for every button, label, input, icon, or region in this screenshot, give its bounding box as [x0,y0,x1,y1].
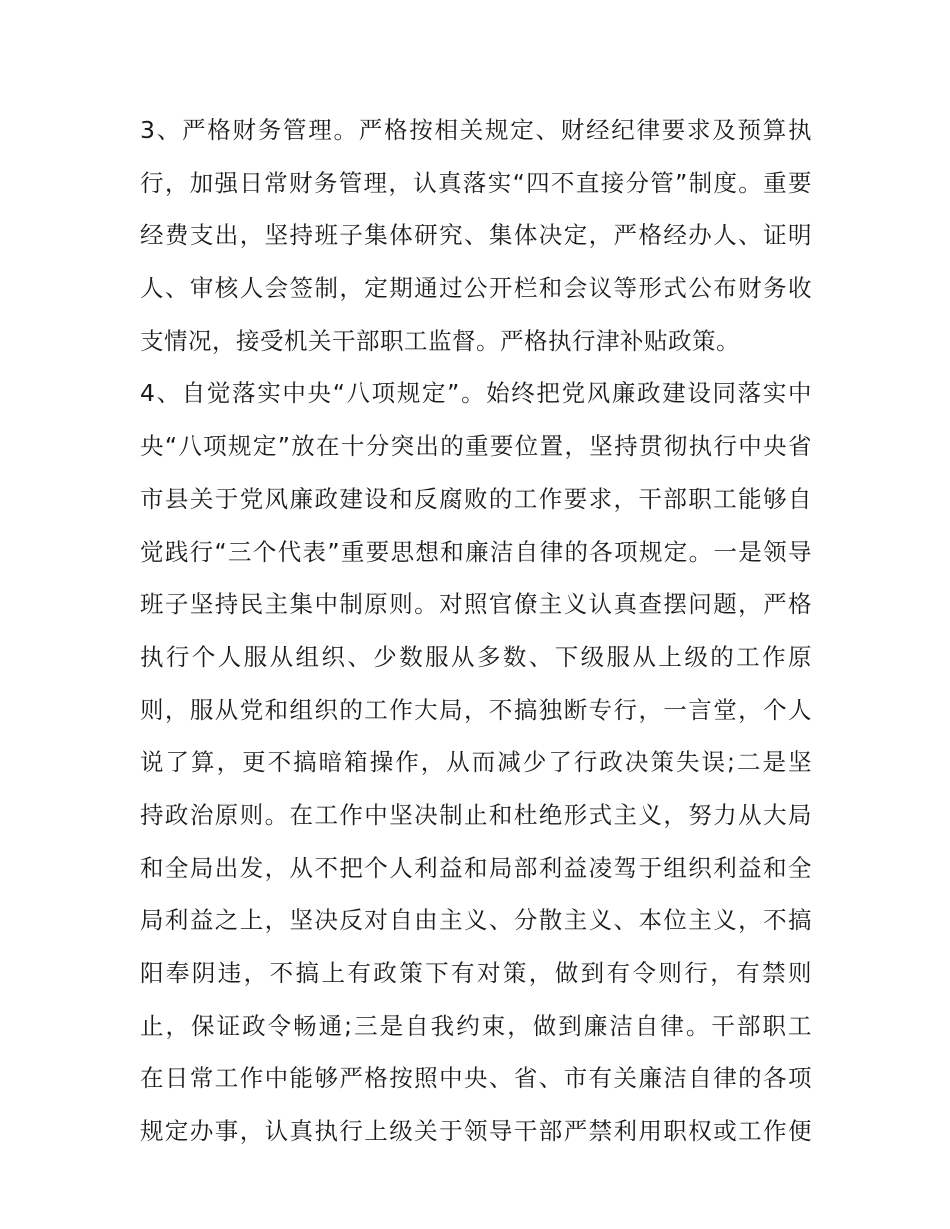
text-line: 说了算，更不搞暗箱操作，从而减少了行政决策失误;二是坚 [140,748,812,777]
text-line: 在日常工作中能够严格按照中央、省、市有关廉洁自律的各项 [140,1064,812,1093]
text-line: 经费支出，坚持班子集体研究、集体决定，严格经办人、证明 [140,221,812,250]
text-line: 班子坚持民主集中制原则。对照官僚主义认真查摆问题，严格 [140,590,812,619]
text-line: 阳奉阴违，不搞上有政策下有对策，做到有令则行，有禁则 [140,959,812,987]
text-line: 央“八项规定”放在十分突出的重要位置，坚持贯彻执行中央省 [140,432,812,461]
text-line: 3、严格财务管理。严格按相关规定、财经纪律要求及预算执 [140,116,812,144]
text-line: 执行个人服从组织、少数服从多数、下级服从上级的工作原 [140,642,812,671]
text-line: 觉践行“三个代表”重要思想和廉洁自律的各项规定。一是领导 [140,537,812,566]
text-line: 止，保证政令畅通;三是自我约束，做到廉洁自律。干部职工 [140,1011,812,1040]
text-line: 则，服从党和组织的工作大局，不搞独断专行，一言堂，个人 [140,695,812,724]
text-line: 和全局出发，从不把个人利益和局部利益凌驾于组织利益和全 [140,853,812,882]
text-line: 支情况，接受机关干部职工监督。严格执行津补贴政策。 [140,326,740,355]
text-line: 持政治原则。在工作中坚决制止和杜绝形式主义，努力从大局 [140,800,812,829]
text-line: 行，加强日常财务管理，认真落实“四不直接分管”制度。重要 [140,168,812,197]
document-page [140,104,812,1158]
text-line: 人、审核人会签制，定期通过公开栏和会议等形式公布财务收 [140,274,812,303]
text-line: 市县关于党风廉政建设和反腐败的工作要求，干部职工能够自 [140,484,812,513]
text-line: 局利益之上，坚决反对自由主义、分散主义、本位主义，不搞 [140,906,812,935]
text-line: 4、自觉落实中央“八项规定”。始终把党风廉政建设同落实中 [140,379,812,408]
text-line: 规定办事，认真执行上级关于领导干部严禁利用职权或工作便 [140,1117,812,1146]
